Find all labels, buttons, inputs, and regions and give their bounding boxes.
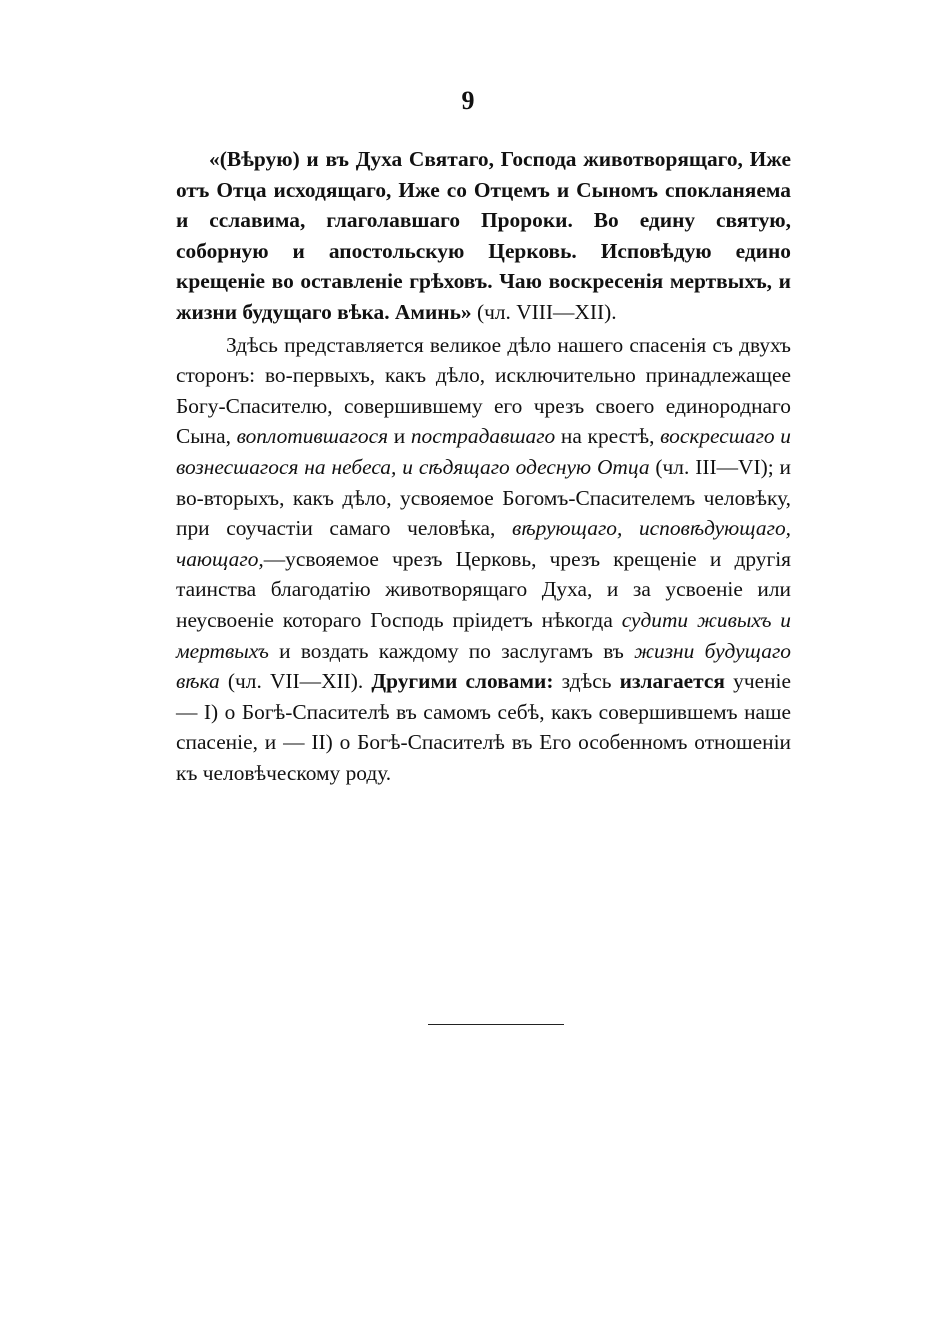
italic-phrase: вѣрующаго, исповѣдующаго, чающаго,: [176, 516, 791, 571]
commentary-text: и: [388, 424, 411, 449]
commentary-text: Здѣсь представляется великое дѣло нашего спасенія съ двухъ сторонъ: во-первыхъ, какъ дѣло, исключительно принадлежащее Богу-Спасителю, совершившему его чрезъ своего единороднаго Сына,: [176, 332, 791, 449]
bold-phrase: излагается: [619, 669, 725, 694]
italic-phrase: жизни будущаго вѣка: [176, 638, 791, 694]
italic-phrase: воскресшаго и вознесшагося на небеса, и сѣдящаго одесную Отца: [176, 424, 791, 479]
italic-phrase: пострадавшаго: [410, 424, 556, 449]
commentary-text: (чл. III—VI); и во-вторыхъ, какъ дѣло, усвояемое Богомъ-Спасителемъ человѣку, при соучастіи самаго человѣка,: [176, 454, 791, 541]
bold-phrase: Другими словами:: [371, 669, 554, 694]
paragraph-commentary: [176, 330, 791, 789]
commentary-text: и воздать каждому по заслугамъ въ: [268, 638, 635, 663]
italic-phrase: судити живыхъ и мертвыхъ: [176, 607, 791, 663]
end-rule: [428, 1024, 564, 1025]
italic-phrase: воплотившагося: [236, 424, 389, 449]
commentary-text: (чл. VII—XII).: [219, 669, 372, 694]
creed-reference: (чл. VIII—XII).: [476, 299, 617, 324]
commentary-text: ученіе — I) о Богѣ-Спасителѣ въ самомъ себѣ, какъ совершившемъ наше спасеніе, и — II) о Богѣ-Спасителѣ въ Его особенномъ отношеніи къ человѣческому роду.: [176, 669, 791, 785]
creed-text: «(Вѣрую) и въ Духа Святаго, Господа животворящаго, Иже отъ Отца исходящаго, Иже со Отцемъ и Сыномъ спокланяема и сславима, глаголавшаго Пророки. Во едину святую, соборную и апостольскую Церковь. Исповѣдую едино крещеніе во оставленіе грѣховъ. Чаю воскресенія мертвыхъ, и жизни будущаго вѣка. Аминь»: [176, 147, 791, 324]
commentary-text: —усвояемое чрезъ Церковь, чрезъ крещеніе и другія таинства благодатію животворящаго Духа, и за усвоеніе или неусвоеніе котораго Господь пріидетъ нѣкогда: [176, 546, 791, 632]
commentary-text: на крестѣ,: [555, 424, 661, 449]
paragraph-creed: [176, 144, 791, 328]
page-number: 9: [461, 86, 475, 115]
commentary-text: здѣсь: [553, 669, 620, 694]
body-text: [176, 144, 791, 788]
